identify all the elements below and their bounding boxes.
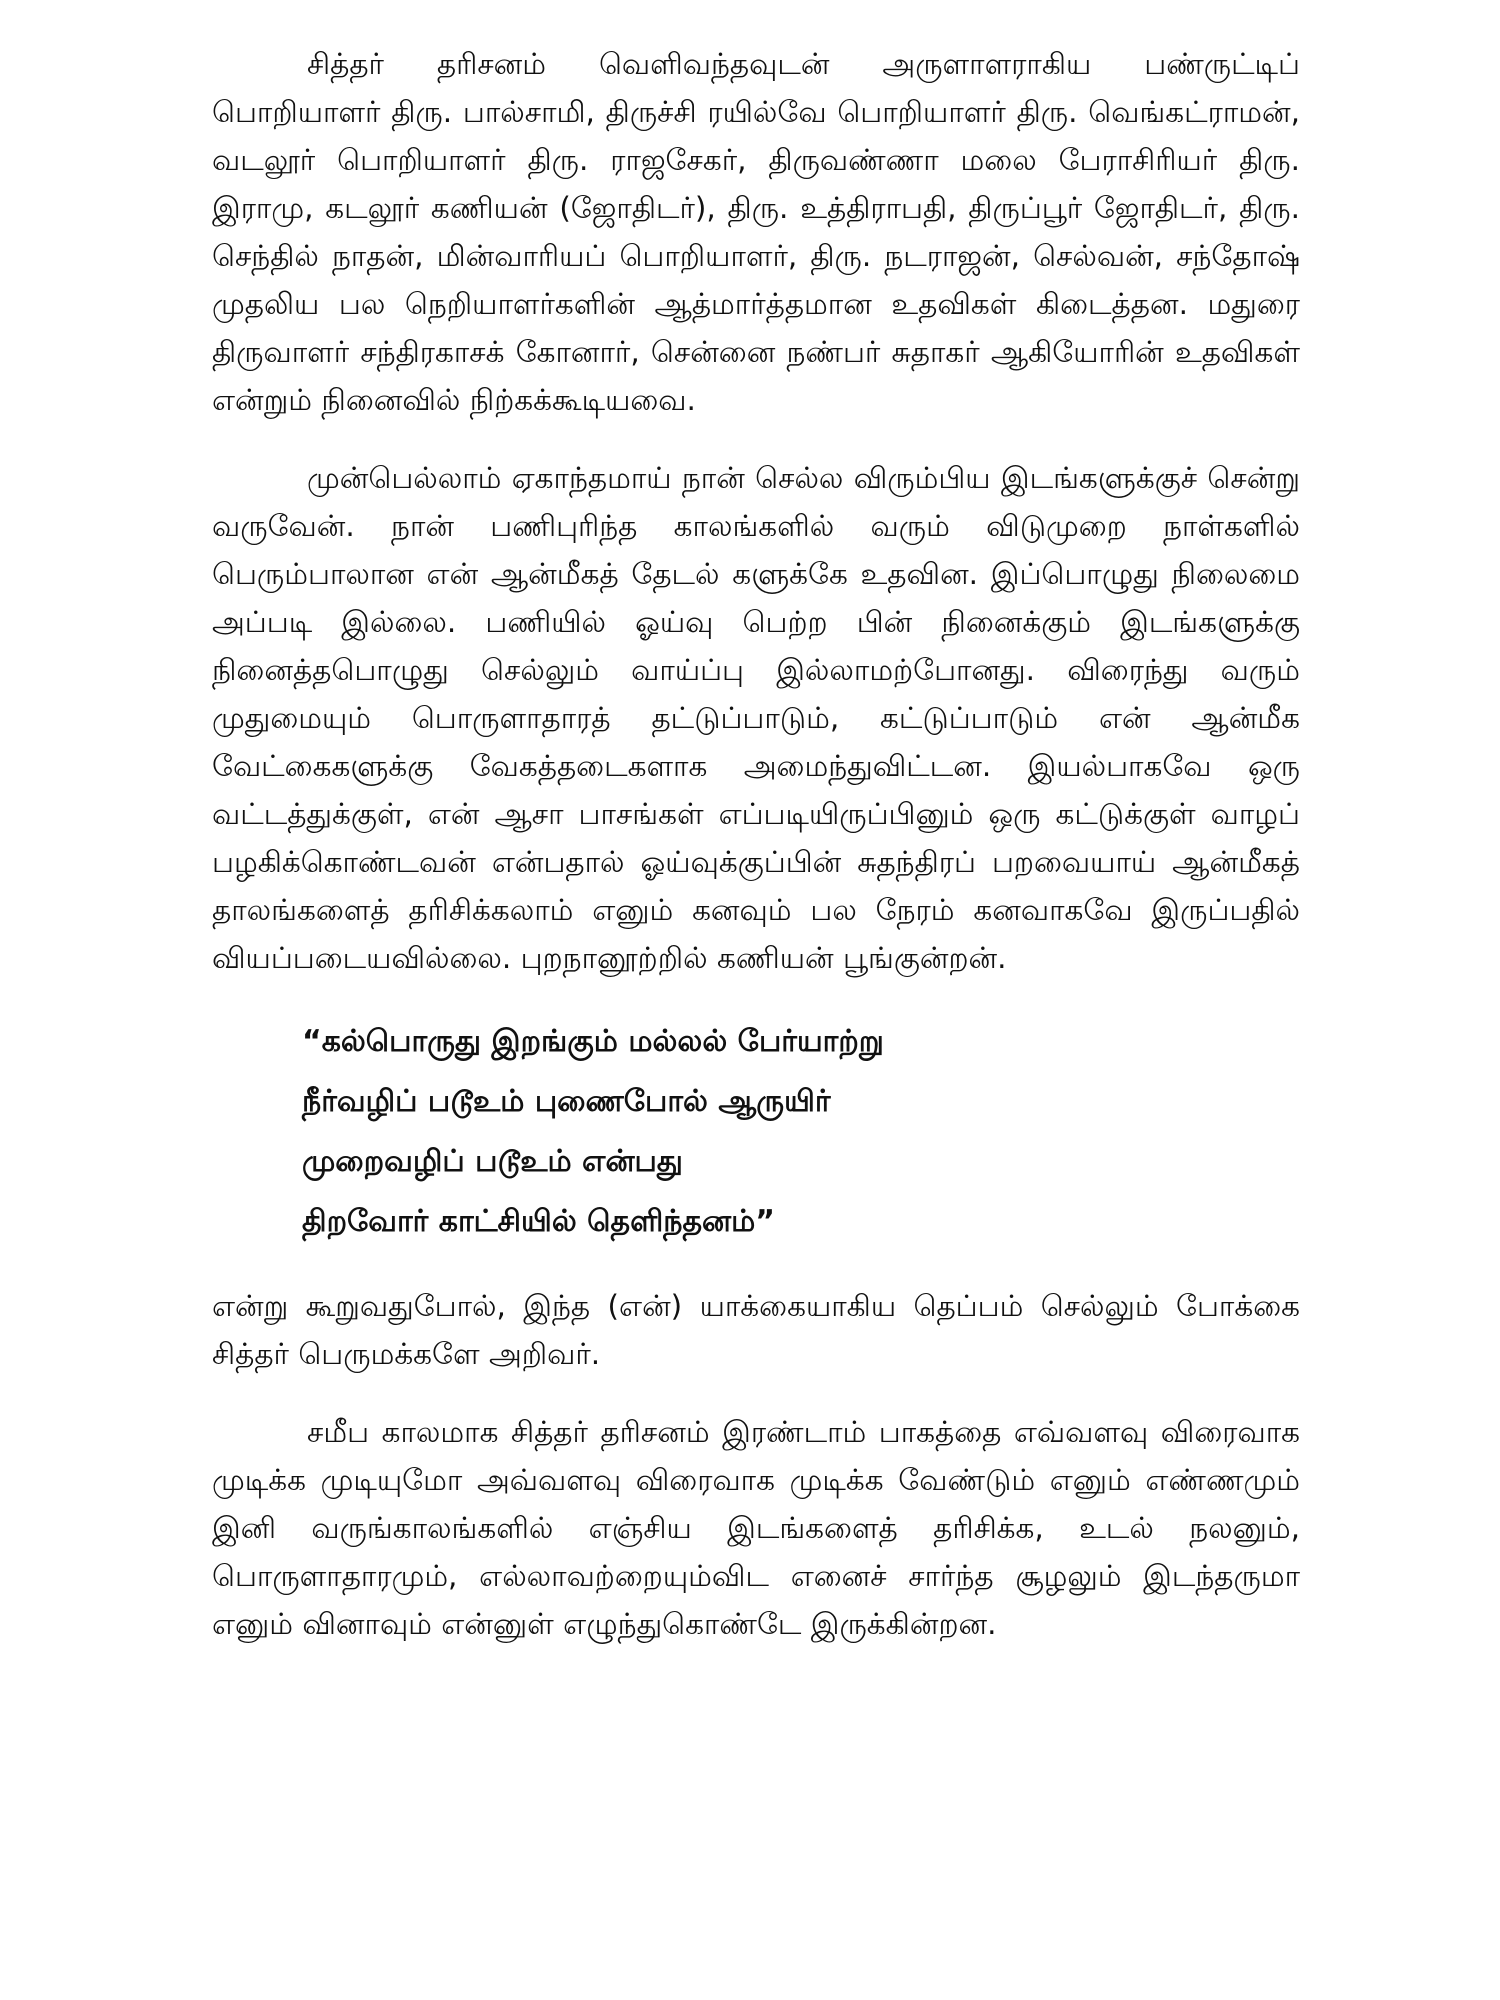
paragraph-spiritual-journeys: முன்பெல்லாம் ஏகாந்தமாய் நான் செல்ல விரும்பிய இடங்களுக்குச் சென்று வருவேன். நான் பணிபுரிந்த காலங்களில் வரும் விடுமுறை நாள்களில் பெரும்பாலான என் ஆன்மீகத் தேடல் களுக்கே உதவின. இப்பொழுது நிலைமை அப்படி இல்லை. பணியில் ஓய்வு பெற்ற பின் நினைக்கும் இடங்களுக்கு நினைத்தபொழுது செல்லும் வாய்ப்பு இல்லாமற்போனது. விரைந்து வரும் முதுமையும் பொருளாதாரத் தட்டுப்பாடும், கட்டுப்பாடும் என் ஆன்மீக வேட்கைகளுக்கு வேகத்தடைகளாக அமைந்துவிட்டன. இயல்பாகவே ஒரு வட்டத்துக்குள், என் ஆசா பாசங்கள் எப்படியிருப்பினும் ஒரு கட்டுக்குள் வாழப் பழகிக்கொண்டவன் என்பதால் ஓய்வுக்குப்பின் சுதந்திரப் பறவையாய் ஆன்மீகத் தாலங்களைத் தரிசிக்கலாம் எனும் கனவும் பல நேரம் கனவாகவே இருப்பதில் வியப்படையவில்லை. புறநானூற்றில் கணியன் பூங்குன்றன். xyxy=(212,461,1300,975)
verse-line: நீர்வழிப் படூஉம் புணைபோல் ஆருயிர் xyxy=(302,1084,831,1119)
verse-line: முறைவழிப் படூஉம் என்பது xyxy=(302,1144,683,1179)
paragraph-after-verse: என்று கூறுவதுபோல், இந்த (என்) யாக்கையாகிய தெப்பம் செல்லும் போக்கை சித்தர் பெருமக்களே அறிவர். xyxy=(212,1289,1300,1371)
paragraph-closing: சமீப காலமாக சித்தர் தரிசனம் இரண்டாம் பாகத்தை எவ்வளவு விரைவாக முடிக்க முடியுமோ அவ்வளவு விரைவாக முடிக்க வேண்டும் எனும் எண்ணமும் இனி வருங்காலங்களில் எஞ்சிய இடங்களைத் தரிசிக்க, உடல் நலனும், பொருளாதாரமும், எல்லாவற்றையும்விட எனைச் சார்ந்த சூழலும் இடந்தருமா எனும் வினாவும் என்னுள் எழுந்துகொண்டே இருக்கின்றன. xyxy=(212,1415,1300,1641)
paragraph-acknowledgements: சித்தர் தரிசனம் வெளிவந்தவுடன் அருளாளராகிய பண்ருட்டிப் பொறியாளர் திரு. பால்சாமி, திருச்சி ரயில்வே பொறியாளர் திரு. வெங்கட்ராமன், வடலூர் பொறியாளர் திரு. ராஜசேகர், திருவண்ணா மலை பேராசிரியர் திரு. இராமு, கடலூர் கணியன் (ஜோதிடர்), திரு. உத்திராபதி, திருப்பூர் ஜோதிடர், திரு. செந்தில் நாதன், மின்வாரியப் பொறியாளர், திரு. நடராஜன், செல்வன், சந்தோஷ் முதலிய பல நெறியாளர்களின் ஆத்மார்த்தமான உதவிகள் கிடைத்தன. மதுரை திருவாளர் சந்திரகாசக் கோனார், சென்னை நண்பர் சுதாகர் ஆகியோரின் உதவிகள் என்றும் நினைவில் நிற்கக்கூடியவை. xyxy=(212,47,1300,417)
verse-line: “கல்பொருது இறங்கும் மல்லல் பேர்யாற்று xyxy=(302,1024,884,1059)
verse-quote xyxy=(302,1012,1300,1252)
verse-line: திறவோர் காட்சியில் தெளிந்தனம்” xyxy=(302,1204,775,1239)
document-page xyxy=(212,40,1300,1648)
